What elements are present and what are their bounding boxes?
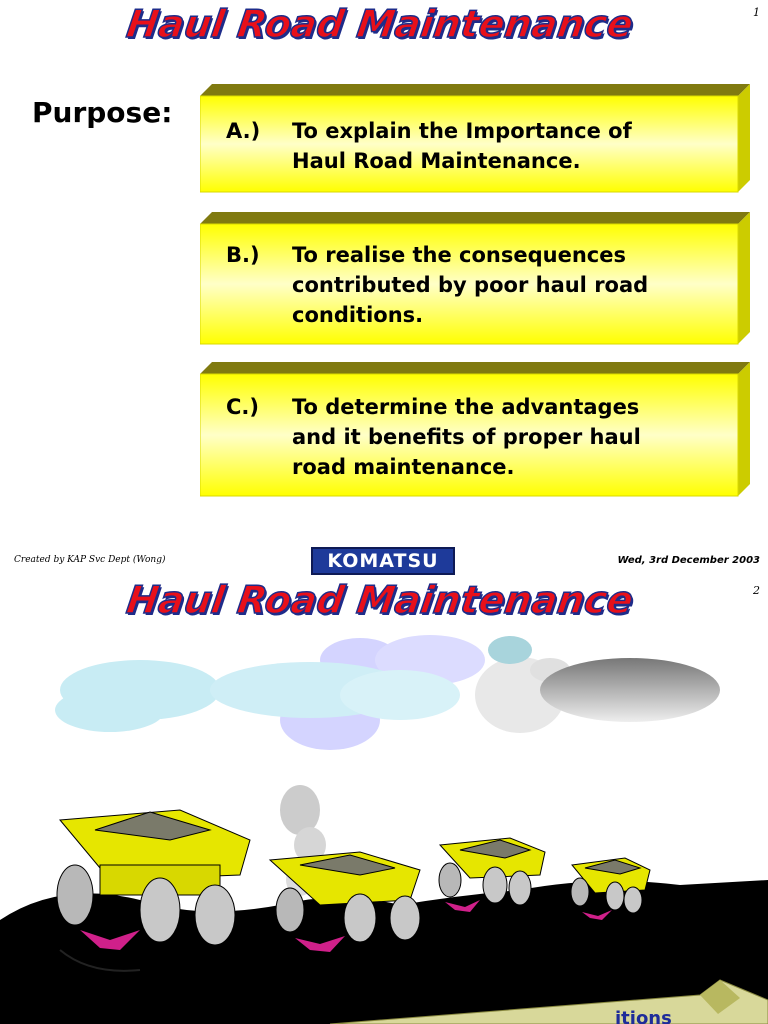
item-line: conditions. <box>292 303 424 327</box>
item-line: and it benefits of proper haul <box>292 425 641 449</box>
clouds <box>55 635 720 750</box>
page-number: 2 <box>753 584 760 597</box>
item-line: To determine the advantages <box>292 395 640 419</box>
komatsu-logo <box>311 547 455 575</box>
purpose-heading: Purpose: <box>32 96 173 129</box>
haul-road-illustration <box>0 620 768 1024</box>
item-line: Haul Road Maintenance. <box>292 149 581 173</box>
footer-date: Wed, 3rd December 2003 <box>617 555 760 566</box>
item-letter: A.) <box>226 119 261 143</box>
item-letter: B.) <box>226 243 260 267</box>
partial-callout-text: itions <box>615 1008 672 1024</box>
item-line: To explain the Importance of <box>292 119 632 143</box>
slide-title: Haul Road Maintenance <box>123 578 636 622</box>
purpose-box-a <box>200 84 750 194</box>
purpose-box-b <box>200 212 750 346</box>
item-line: road maintenance. <box>292 455 515 479</box>
slide-title: Haul Road Maintenance <box>123 2 636 46</box>
item-line: To realise the consequences <box>292 243 626 267</box>
item-letter: C.) <box>226 395 259 419</box>
footer-created-by: Created by KAP Svc Dept (Wong) <box>14 555 166 565</box>
purpose-box-c <box>200 362 750 498</box>
logo-text: KOMATSU <box>327 550 439 572</box>
page-number: 1 <box>753 6 760 19</box>
item-line: contributed by poor haul road <box>292 273 649 297</box>
